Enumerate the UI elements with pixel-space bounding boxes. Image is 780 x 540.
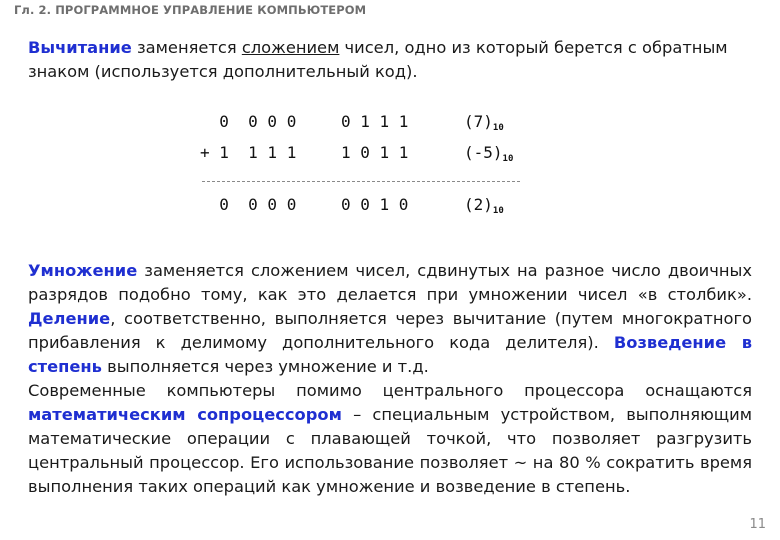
page-number: 11 xyxy=(749,517,766,532)
base-subscript: 10 xyxy=(502,154,514,164)
decimal-value xyxy=(464,195,504,216)
operand-low: 0 1 1 1 xyxy=(341,112,409,131)
operand-low: 1 0 1 1 xyxy=(341,143,409,162)
keyword-subtraction: Вычитание xyxy=(28,38,132,57)
keyword-coprocessor: математическим сопроцессором xyxy=(28,405,342,424)
text: заменяется xyxy=(131,38,242,57)
decimal-value xyxy=(464,112,504,133)
keyword-exponentiation: Возведение в степень xyxy=(28,333,752,376)
decimal-number: (2) xyxy=(464,195,493,214)
keyword-division: Деление xyxy=(28,309,111,328)
result-low: 0 0 1 0 xyxy=(341,195,409,214)
chapter-header: Гл. 2. ПРОГРАММНОЕ УПРАВЛЕНИЕ КОМПЬЮТЕРОМ xyxy=(14,3,367,17)
paragraph-coprocessor xyxy=(28,379,752,499)
text: выполняется через умножение и т.д. xyxy=(101,357,429,376)
underlined-addition: сложением xyxy=(241,38,340,57)
result-high: 0 0 0 0 xyxy=(200,195,297,214)
keyword-multiplication: Умножение xyxy=(28,261,138,280)
text: – специальным устройством, выполняющим математические операции с плавающей точкой, что позволяет разгрузить центральный процессор. Его использование позволяет ~ на 80 % сократить время выполнения таких операций как умножение и возведение в степень. xyxy=(28,405,753,496)
base-subscript: 10 xyxy=(492,123,504,133)
decimal-value xyxy=(464,143,513,164)
text: , соответственно, выполняется через вычитание (путем многократного прибавления к делимому дополнительного кода делителя). xyxy=(28,309,752,352)
base-subscript: 10 xyxy=(492,206,504,216)
paragraph-multiplication xyxy=(28,259,752,379)
decimal-number: (7) xyxy=(464,112,493,131)
operand-high: + 1 1 1 1 xyxy=(200,143,297,162)
text: заменяется сложением чисел, сдвинутых на разное число двоичных разрядов подобно тому, как это делается при умножении чисел «в столбик». xyxy=(28,261,752,304)
paragraph-subtraction xyxy=(28,36,752,84)
text: чисел, одно из который берется с обратным знаком (используется дополнительный код). xyxy=(28,38,728,81)
sum-divider-line xyxy=(202,181,520,182)
decimal-number: (-5) xyxy=(464,143,503,162)
operand-high: 0 0 0 0 xyxy=(200,112,297,131)
text: Современные компьютеры помимо центрального процессора оснащаются xyxy=(28,381,752,400)
